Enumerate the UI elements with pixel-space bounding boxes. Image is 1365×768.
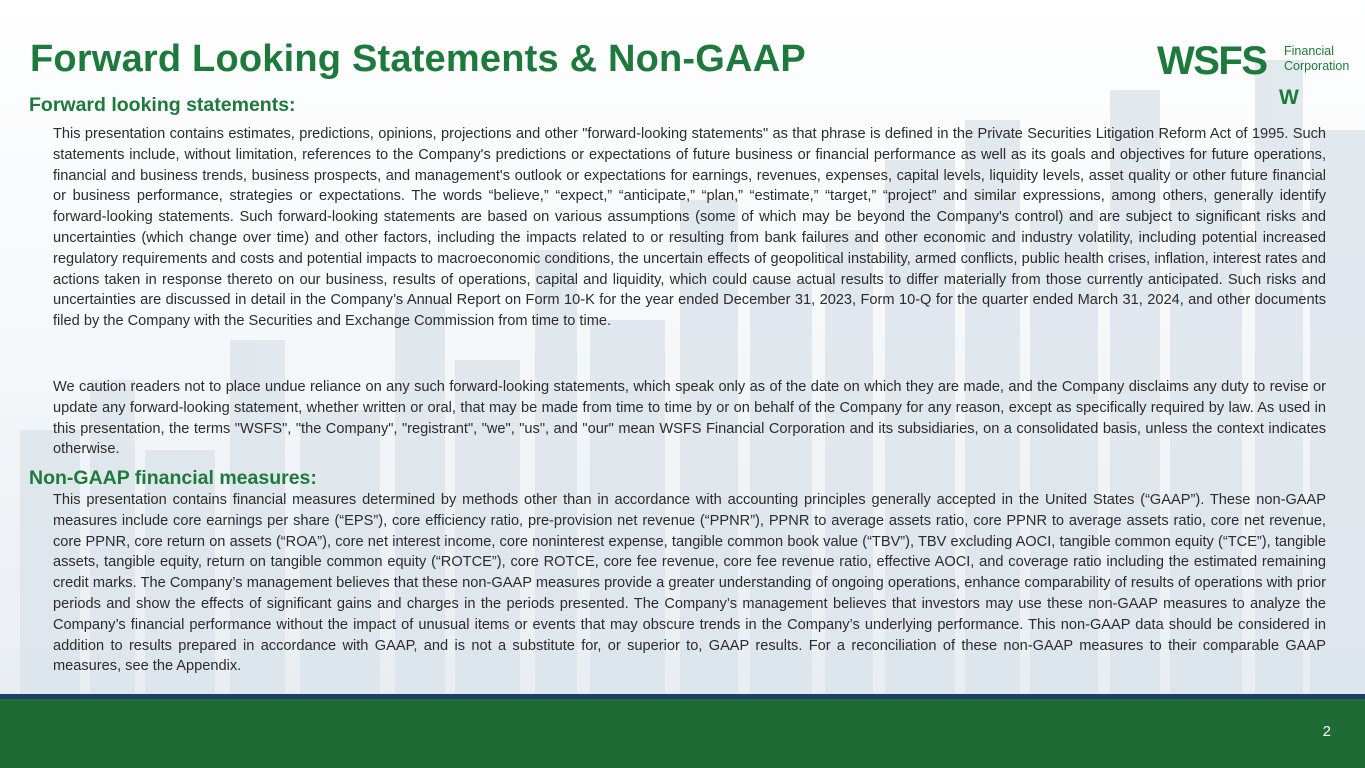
non-gaap-paragraph: This presentation contains financial measures determined by methods other than in accordance with accounting principles generally accepted in the United States (“GAAP”). These non-GAAP measures include core earnings per share (“EPS”), core efficiency ratio, pre-provision net revenue (“PPNR”), PPNR to average assets ratio, core PPNR to average assets ratio, core net revenue, core PPNR, core return on assets (“ROA”), core net interest income, core noninterest expense, tangible common book value (“TBV”), TBV excluding AOCI, tangible common equity (“TCE”), tangible assets, tangible equity, return on tangible common equity (“ROTCE”), core ROTCE, core fee revenue, core fee revenue ratio, effective AOCI, and coverage ratio including the estimated remaining credit marks. The Company’s management believes that these non-GAAP measures provide a greater understanding of ongoing operations, enhance comparability of results of operations with prior periods and show the effects of significant gains and charges in the periods presented. The Company’s management believes that investors may use these non-GAAP measures to analyze the Company’s financial performance without the impact of unusual items or events that may obscure trends in the Company’s underlying performance. This non-GAAP data should be considered in addition to results prepared in accordance with GAAP, and is not a substitute for, or superior to, GAAP results. For a reconciliation of these non-GAAP measures to their comparable GAAP measures, see the Appendix. bbox=[53, 492, 1326, 675]
wsfs-logo bbox=[1157, 40, 1353, 116]
slide-title: Forward Looking Statements & Non-GAAP bbox=[30, 38, 806, 80]
forward-looking-paragraph-1: This presentation contains estimates, predictions, opinions, projections and other "forward-looking statements" as that phrase is defined in the Private Securities Litigation Reform Act of 1995. Such statements include, without limitation, references to the Company's predictions or expectations of future business or financial performance as well as its goals and objectives for future operations, financial and business trends, business prospects, and management's outlook or expectations for earnings, revenues, expenses, capital levels, liquidity levels, asset quality or other future financial or business performance, strategies or expectations. The words “believe,” “expect,” “anticipate,” “plan,” “estimate,” “target,” “project” and similar expressions, among others, generally identify forward-looking statements. Such forward-looking statements are based on various assumptions (some of which may be beyond the Company's control) and are subject to significant risks and uncertainties (which change over time) and other factors, including the impacts related to or resulting from bank failures and other economic and industry volatility, including potential increased regulatory requirements and costs and potential impacts to macroeconomic conditions, the uncertain effects of geopolitical instability, armed conflicts, public health crises, inflation, interest rates and actions taken in response thereto on our business, results of operations, capital and liquidity, which could cause actual results to differ materially from those currently anticipated. Such risks and uncertainties are discussed in detail in the Company’s Annual Report on Form 10-K for the year ended December 31, 2023, Form 10-Q for the quarter ended March 31, 2024, and other documents filed by the Company with the Securities and Exchange Commission from time to time. bbox=[53, 126, 1326, 330]
footer-bar bbox=[0, 699, 1365, 768]
logo-subtitle-line2: Corporation bbox=[1284, 59, 1350, 73]
page-number: 2 bbox=[1322, 723, 1331, 740]
logo-wordmark: WSFS bbox=[1157, 39, 1267, 83]
logo-w-mark: W bbox=[1279, 86, 1299, 109]
forward-looking-paragraph-2: We caution readers not to place undue reliance on any such forward-looking statements, which speak only as of the date on which they are made, and the Company disclaims any duty to revise or update any forward-looking statement, whether written or oral, that may be made from time to time by or on behalf of the Company for any reason, except as specifically required by law. As used in this presentation, the terms "WSFS", "the Company", "registrant", "we", "us", and "our" mean WSFS Financial Corporation and its subsidiaries, on a consolidated basis, unless the context indicates otherwise. bbox=[53, 379, 1326, 458]
logo-subtitle bbox=[1284, 44, 1349, 74]
forward-looking-heading: Forward looking statements: bbox=[29, 94, 296, 116]
non-gaap-heading: Non-GAAP financial measures: bbox=[29, 467, 317, 489]
logo-subtitle-line1: Financial bbox=[1284, 44, 1335, 58]
